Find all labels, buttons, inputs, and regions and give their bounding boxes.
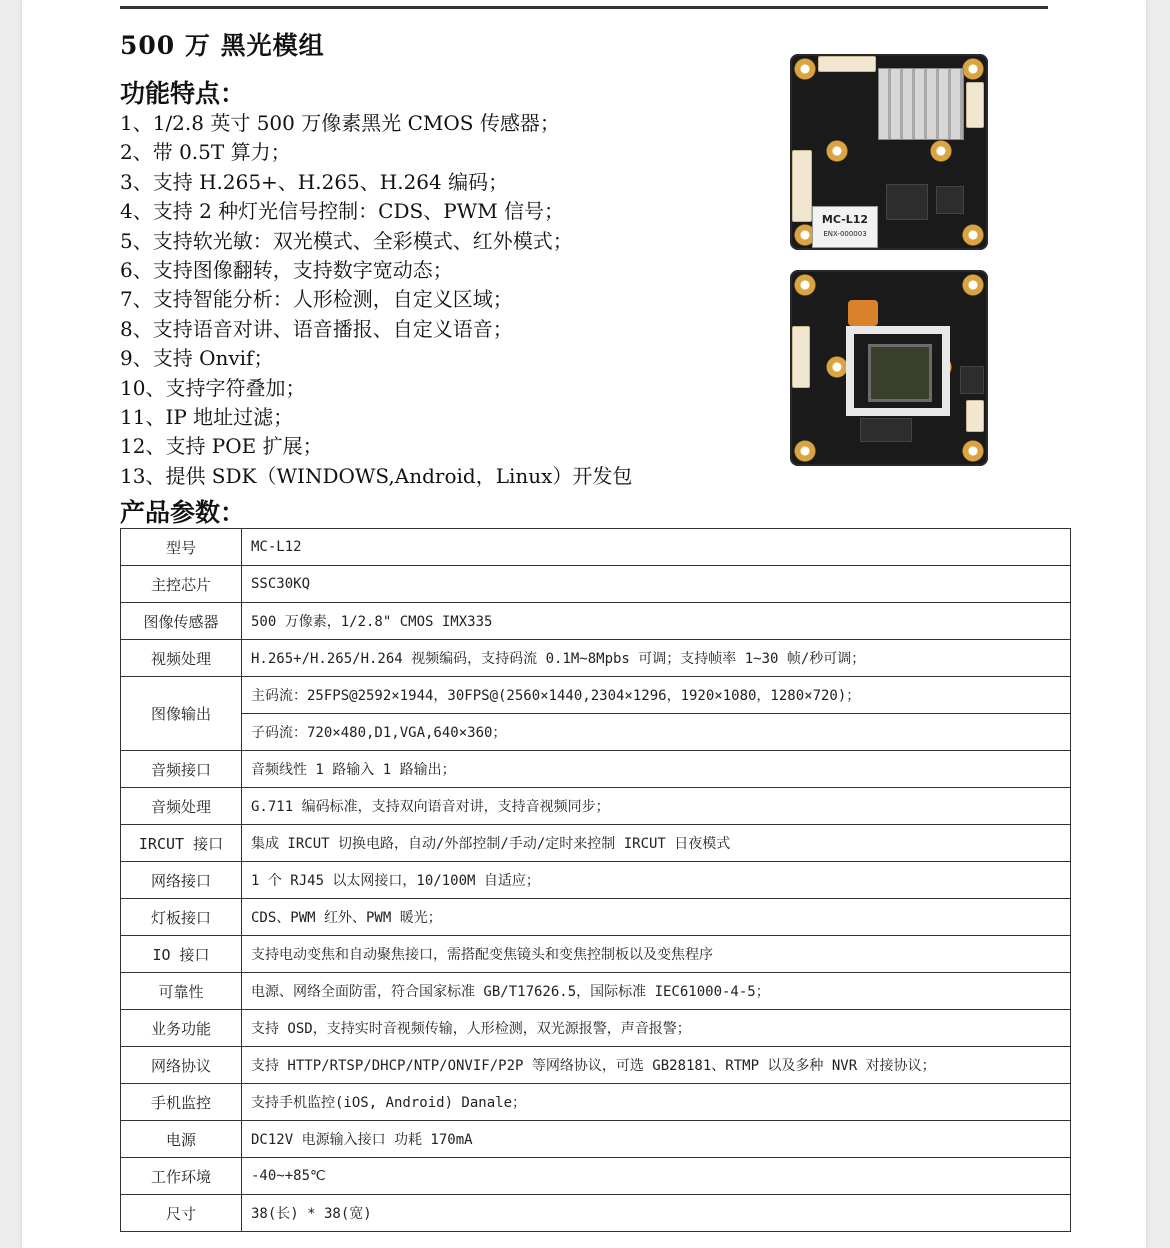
- table-row: [121, 1195, 1071, 1232]
- spec-value: 支持电动变焦和自动聚焦接口，需搭配变焦镜头和变焦控制板以及变焦程序: [242, 936, 1071, 973]
- mount-hole: [794, 58, 816, 80]
- spec-key: 网络接口: [121, 862, 242, 899]
- chip: [860, 418, 912, 442]
- table-row: [121, 1010, 1071, 1047]
- connector: [966, 82, 984, 128]
- mount-hole: [826, 356, 848, 378]
- sensor-holder: [846, 326, 950, 416]
- spec-key: 网络协议: [121, 1047, 242, 1084]
- table-row: [121, 677, 1071, 714]
- spec-value: 集成 IRCUT 切换电路，自动/外部控制/手动/定时来控制 IRCUT 日夜模式: [242, 825, 1071, 862]
- connector: [792, 326, 810, 388]
- table-row: [121, 1158, 1071, 1195]
- spec-value: 1 个 RJ45 以太网接口，10/100M 自适应；: [242, 862, 1071, 899]
- mount-hole: [794, 274, 816, 296]
- spec-key: 图像传感器: [121, 603, 242, 640]
- spec-value: 支持手机监控(iOS, Android) Danale；: [242, 1084, 1071, 1121]
- table-row: [121, 640, 1071, 677]
- feature-item: 13、提供 SDK（WINDOWS,Android，Linux）开发包: [120, 463, 633, 488]
- mount-hole: [962, 440, 984, 462]
- orange-pad: [848, 300, 878, 326]
- spec-key: 主控芯片: [121, 566, 242, 603]
- spec-key: 视频处理: [121, 640, 242, 677]
- feature-item: 12、支持 POE 扩展；: [120, 434, 323, 459]
- table-row: [121, 1084, 1071, 1121]
- mount-hole: [826, 140, 848, 162]
- board-back-image: [790, 270, 988, 466]
- spec-value: 38(长) * 38(宽): [242, 1195, 1071, 1232]
- chip: [936, 186, 964, 214]
- spec-value: -40~+85℃: [242, 1158, 1071, 1195]
- spec-key: 业务功能: [121, 1010, 242, 1047]
- spec-key: 电源: [121, 1121, 242, 1158]
- table-row: [121, 862, 1071, 899]
- feature-item: 6、支持图像翻转，支持数字宽动态；: [120, 257, 453, 282]
- board-front-image: [790, 54, 988, 250]
- spec-key: 尺寸: [121, 1195, 242, 1232]
- feature-item: 4、支持 2 种灯光信号控制：CDS、PWM 信号；: [120, 199, 565, 224]
- table-row: [121, 899, 1071, 936]
- table-row: [121, 936, 1071, 973]
- board-model-label: MC-L12: [821, 213, 869, 226]
- spec-value: DC12V 电源输入接口 功耗 170mA: [242, 1121, 1071, 1158]
- mount-hole: [794, 440, 816, 462]
- mount-hole: [962, 274, 984, 296]
- feature-item: 3、支持 H.265+、H.265、H.264 编码；: [120, 169, 509, 194]
- spec-key: IO 接口: [121, 936, 242, 973]
- feature-item: 9、支持 Onvif；: [120, 346, 274, 371]
- table-row: [121, 973, 1071, 1010]
- spec-value: H.265+/H.265/H.264 视频编码，支持码流 0.1M~8Mpbs 可调；支持帧率 1~30 帧/秒可调；: [242, 640, 1071, 677]
- table-row: [121, 825, 1071, 862]
- spec-value: MC-L12: [242, 529, 1071, 566]
- spec-value: CDS、PWM 红外、PWM 暖光；: [242, 899, 1071, 936]
- spec-key: 工作环境: [121, 1158, 242, 1195]
- table-row: [121, 1047, 1071, 1084]
- feature-item: 10、支持字符叠加；: [120, 375, 306, 400]
- spec-key: IRCUT 接口: [121, 825, 242, 862]
- feature-item: 2、带 0.5T 算力；: [120, 140, 291, 165]
- mount-hole: [962, 58, 984, 80]
- top-rule: [120, 6, 1048, 9]
- mount-hole: [962, 224, 984, 246]
- table-row: [121, 566, 1071, 603]
- spec-value: SSC30KQ: [242, 566, 1071, 603]
- spec-value: 支持 HTTP/RTSP/DHCP/NTP/ONVIF/P2P 等网络协议，可选 GB28181、RTMP 以及多种 NVR 对接协议；: [242, 1047, 1071, 1084]
- spec-key: 手机监控: [121, 1084, 242, 1121]
- spec-value: 主码流：25FPS@2592×1944，30FPS@(2560×1440,2304×1296，1920×1080，1280×720)；: [242, 677, 1071, 714]
- heatsink: [878, 68, 964, 140]
- connector: [966, 400, 984, 432]
- spec-key: 灯板接口: [121, 899, 242, 936]
- connector: [792, 150, 812, 222]
- spec-table: [120, 528, 1071, 1232]
- spec-key: 型号: [121, 529, 242, 566]
- board-serial-label: ENX-000003: [823, 230, 867, 238]
- table-row: [121, 529, 1071, 566]
- spec-value: 支持 OSD，支持实时音视频传输，人形检测，双光源报警，声音报警；: [242, 1010, 1071, 1047]
- feature-item: 11、IP 地址过滤；: [120, 404, 294, 429]
- table-row: [121, 788, 1071, 825]
- spec-key: 可靠性: [121, 973, 242, 1010]
- board-label: [812, 206, 878, 248]
- feature-list: [120, 109, 632, 491]
- spec-value: 音频线性 1 路输入 1 路输出；: [242, 751, 1071, 788]
- spec-value: 子码流：720×480,D1,VGA,640×360；: [242, 714, 1071, 751]
- mount-hole: [930, 140, 952, 162]
- spec-value: 电源、网络全面防雷，符合国家标准 GB/T17626.5，国际标准 IEC61000-4-5；: [242, 973, 1071, 1010]
- chip: [960, 366, 984, 394]
- feature-item: 8、支持语音对讲、语音播报、自定义语音；: [120, 316, 513, 341]
- table-row: [121, 603, 1071, 640]
- image-sensor: [868, 344, 932, 402]
- spec-key: 音频处理: [121, 788, 242, 825]
- feature-item: 1、1/2.8 英寸 500 万像素黑光 CMOS 传感器；: [120, 111, 560, 135]
- table-row: [121, 1121, 1071, 1158]
- connector: [818, 56, 876, 72]
- spec-key: 音频接口: [121, 751, 242, 788]
- params-heading: 产品参数：: [120, 498, 246, 527]
- feature-item: 5、支持软光敏：双光模式、全彩模式、红外模式；: [120, 228, 573, 253]
- document-title: 500 万 黑光模组: [120, 31, 325, 60]
- table-row: [121, 751, 1071, 788]
- spec-value: G.711 编码标准，支持双向语音对讲，支持音视频同步；: [242, 788, 1071, 825]
- feature-item: 7、支持智能分析：人形检测，自定义区域；: [120, 287, 513, 312]
- table-row: [121, 714, 1071, 751]
- spec-value: 500 万像素，1/2.8" CMOS IMX335: [242, 603, 1071, 640]
- features-heading: 功能特点：: [120, 79, 246, 108]
- spec-key: 图像输出: [121, 677, 242, 751]
- chip: [886, 184, 928, 220]
